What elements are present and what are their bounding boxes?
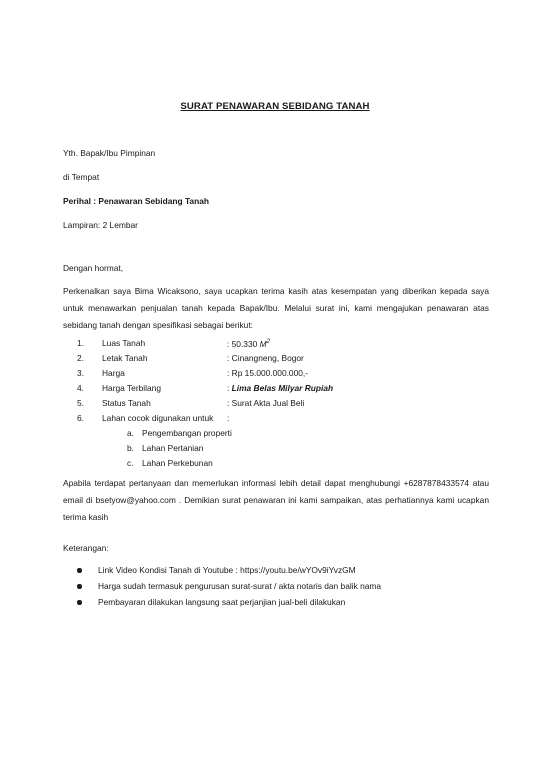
note-text: Link Video Kondisi Tanah di Youtube : https://youtu.be/wYOv9iYvzGM	[98, 565, 356, 575]
intro-paragraph: Perkenalkan saya Bima Wicaksono, saya ucapkan terima kasih atas kesempatan yang diberikan kepada saya untuk menawarkan penjualan tanah kepada Bapak/Ibu. Melalui surat ini, kami mengajukan penawaran atas sebidang tanah dengan spesifikasi sebagai berikut:	[63, 286, 489, 330]
closing-paragraph: Apabila terdapat pertanyaan dan memerlukan informasi lebih detail dapat menghubungi +6287878433574 atau email di bsetyow@yahoo.com . Demikian surat penawaran ini kami sampaikan, atas perhatiannya kami ucapkan terima kasih	[63, 478, 489, 522]
spec-label: Lahan cocok digunakan untuk	[102, 413, 214, 423]
use-letter: b.	[127, 443, 134, 453]
use-item	[63, 443, 493, 458]
spec-label: Harga	[102, 368, 125, 378]
spec-value: : Lima Belas Milyar Rupiah	[227, 383, 334, 393]
use-item	[63, 458, 493, 473]
note-text: Pembayaran dilakukan langsung saat perjanjian jual-beli dilakukan	[98, 597, 346, 607]
bullet-icon	[77, 600, 82, 605]
spec-item	[63, 398, 493, 413]
spec-value: :	[227, 413, 230, 423]
spec-value: : Rp 15.000.000.000,-	[227, 368, 309, 378]
spec-number: 1.	[77, 338, 84, 348]
spec-item	[63, 383, 493, 398]
use-label: Pengembangan properti	[142, 428, 232, 438]
letter-title: SURAT PENAWARAN SEBIDANG TANAH	[180, 101, 370, 112]
use-letter: a.	[127, 428, 134, 438]
bullet-icon	[77, 568, 82, 573]
use-item	[63, 428, 493, 443]
use-label: Lahan Pertanian	[142, 443, 204, 453]
spec-label: Luas Tanah	[102, 338, 146, 348]
spec-value: : 50.330 $M^2$	[227, 338, 270, 349]
note-text: Harga sudah termasuk pengurusan surat-surat / akta notaris dan balik nama	[98, 581, 382, 591]
spec-label: Letak Tanah	[102, 353, 148, 363]
attachment-line: Lampiran: 2 Lembar	[63, 220, 138, 230]
notes-title: Keterangan:	[63, 543, 109, 553]
spec-label: Status Tanah	[102, 398, 151, 408]
use-label: Lahan Perkebunan	[142, 458, 213, 468]
spec-item	[63, 368, 493, 383]
place-line: di Tempat	[63, 172, 100, 182]
subject-line: Perihal : Penawaran Sebidang Tanah	[63, 196, 209, 206]
spec-item	[63, 413, 493, 428]
spec-item	[63, 338, 493, 353]
spec-item	[63, 353, 493, 368]
recipient-line: Yth. Bapak/Ibu Pimpinan	[63, 148, 156, 158]
spec-number: 6.	[77, 413, 84, 423]
use-letter: c.	[127, 458, 134, 468]
greeting-line: Dengan hormat,	[63, 263, 124, 273]
spec-number: 2.	[77, 353, 84, 363]
bullet-icon	[77, 584, 82, 589]
spec-number: 4.	[77, 383, 84, 393]
spec-number: 5.	[77, 398, 84, 408]
spec-number: 3.	[77, 368, 84, 378]
spec-value: : Cinangneng, Bogor	[227, 353, 304, 363]
spec-label: Harga Terbilang	[102, 383, 161, 393]
spec-value: : Surat Akta Jual Beli	[227, 398, 305, 408]
